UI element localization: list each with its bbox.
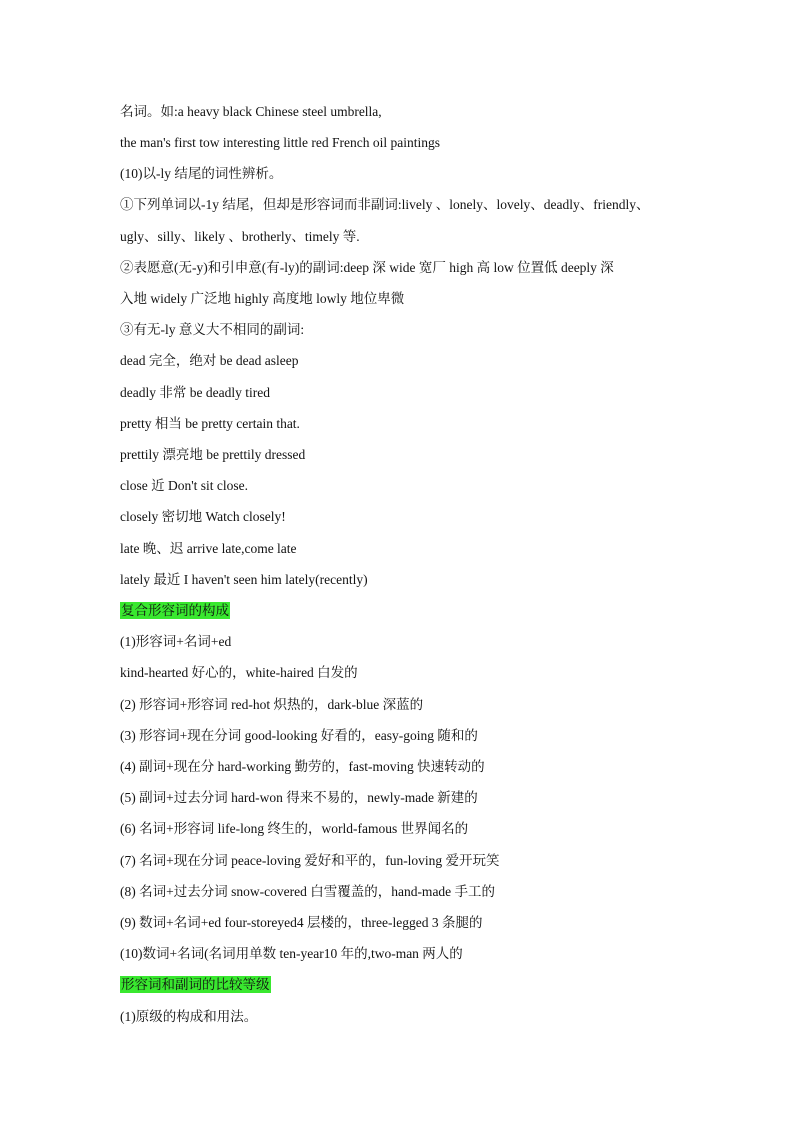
text-line: kind-hearted 好心的，white-haired 白发的 <box>120 665 358 680</box>
text-line: 名词。如:a heavy black Chinese steel umbrella, <box>120 104 382 119</box>
text-line: prettily 漂亮地 be prettily dressed <box>120 447 306 462</box>
text-line: (3) 形容词+现在分词 good-looking 好看的，easy-going 随和的 <box>120 728 478 743</box>
text-line: close 近 Don't sit close. <box>120 478 249 493</box>
text-line: closely 密切地 Watch closely! <box>120 509 286 524</box>
text-line: (7) 名词+现在分词 peace-loving 爱好和平的，fun-loving 爱开玩笑 <box>120 853 500 868</box>
text-line: (4) 副词+现在分 hard-working 勤劳的，fast-moving 快速转动的 <box>120 759 485 774</box>
text-line: dead 完全，绝对 be dead asleep <box>120 353 299 368</box>
text-line: pretty 相当 be pretty certain that. <box>120 416 300 431</box>
text-line: lately 最近 I haven't seen him lately(recently) <box>120 572 368 587</box>
text-line: (2) 形容词+形容词 red-hot 炽热的，dark-blue 深蓝的 <box>120 697 424 712</box>
text-line: late 晚、迟 arrive late,come late <box>120 541 297 556</box>
text-line: (1)原级的构成和用法。 <box>120 1009 258 1024</box>
text-line: deadly 非常 be deadly tired <box>120 385 270 400</box>
text-line: ugly、silly、likely 、brotherly、timely 等. <box>120 229 360 244</box>
highlighted-heading <box>120 976 682 994</box>
highlight-mark: 复合形容词的构成 <box>121 603 229 618</box>
highlight-mark: 形容词和副词的比较等级 <box>121 977 270 992</box>
text-line: ①下列单词以-1y 结尾，但却是形容词而非副词:lively 、lonely、lovely、deadly、friendly、 <box>120 197 650 212</box>
text-line: 入地 widely 广泛地 highly 高度地 lowly 地位卑微 <box>120 291 405 306</box>
section-heading: (10)以-ly 结尾的词性辨析。 <box>120 166 283 181</box>
text-line: (5) 副词+过去分词 hard-won 得来不易的，newly-made 新建的 <box>120 790 478 805</box>
text-line: (10)数词+名词(名词用单数 ten-year10 年的,two-man 两人的 <box>120 946 463 961</box>
text-line: (8) 名词+过去分词 snow-covered 白雪覆盖的，hand-made 手工的 <box>120 884 496 899</box>
highlighted-heading <box>120 602 682 620</box>
text-line: ②表愿意(无-y)和引申意(有-ly)的副词:deep 深 wide 宽厂 high 高 low 位置低 deeply 深 <box>120 260 614 275</box>
text-line: (6) 名词+形容词 life-long 终生的，world-famous 世界闻名的 <box>120 821 469 836</box>
text-line: the man's first tow interesting little red French oil paintings <box>120 135 440 150</box>
text-line: (9) 数词+名词+ed four-storeyed4 层楼的，three-legged 3 条腿的 <box>120 915 483 930</box>
text-line: ③有无-ly 意义大不相同的副词: <box>120 322 305 337</box>
text-line: (1)形容词+名词+ed <box>120 634 232 649</box>
